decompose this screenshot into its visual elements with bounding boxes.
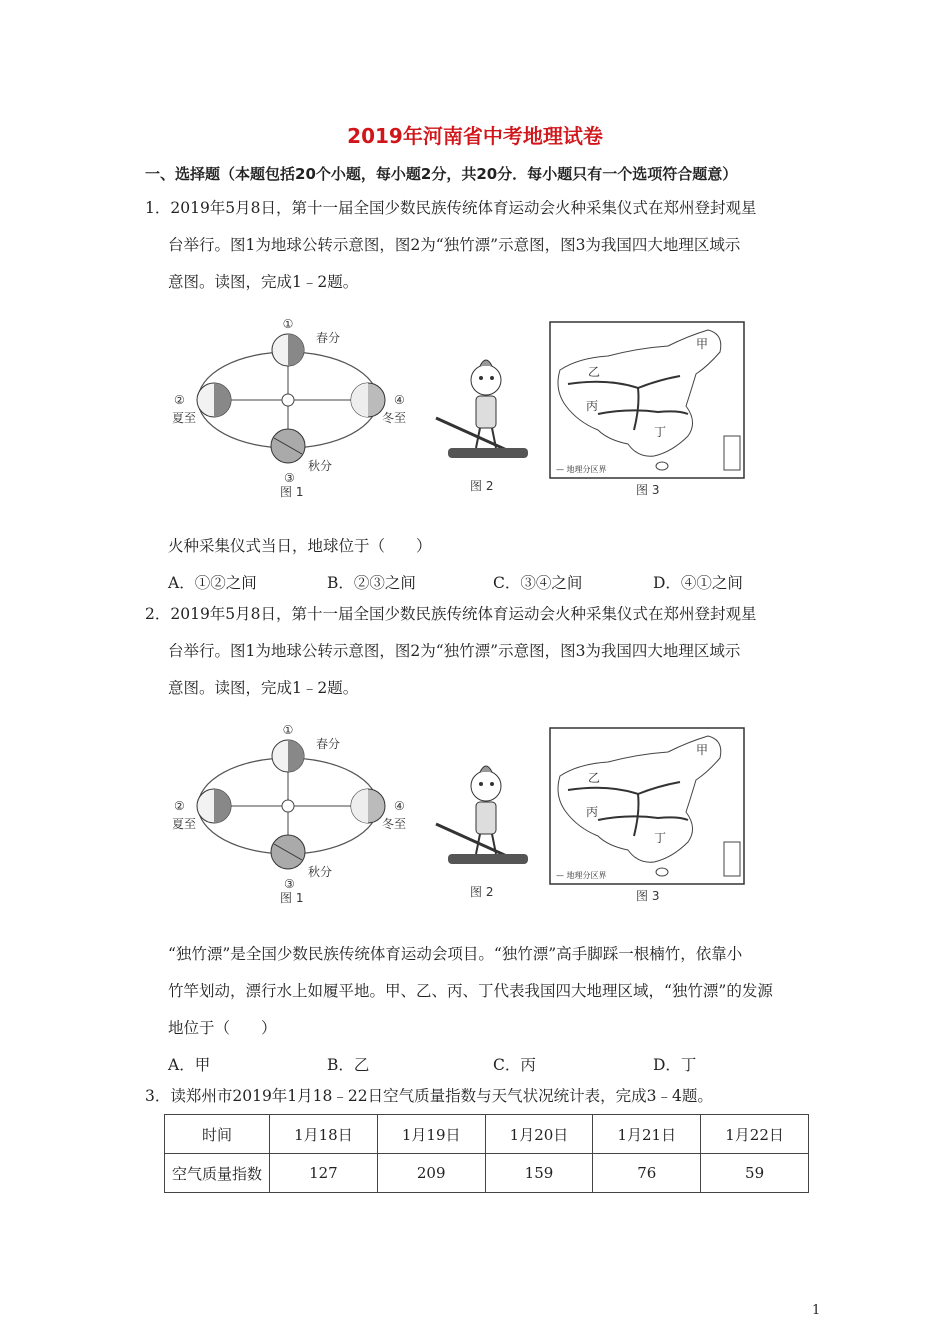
summer-label: 夏至 (172, 817, 197, 831)
winter-label: 冬至 (382, 817, 407, 831)
bamboo-rafting-illustration-repeat (436, 766, 528, 899)
autumn-label: 秋分 (308, 459, 333, 473)
figure-1-2-3 (168, 318, 758, 500)
pos-4-label: ④ (394, 799, 405, 813)
q1-option-b: B．②③之间 (327, 574, 416, 592)
q2-stem-line-2: 竹竿划动，漂行水上如履平地。甲、乙、丙、丁代表我国四大地理区域，“独竹漂”的发源 (168, 982, 773, 1000)
table-cell: 空气质量指数 (165, 1154, 270, 1193)
region-bing-label: 丙 (586, 805, 599, 819)
q2-option-c: C．丙 (493, 1056, 536, 1074)
pos-4-label: ④ (394, 393, 405, 407)
q2-stem-line-3: 地位于（ ） (168, 1019, 277, 1037)
table-header-row (165, 1115, 809, 1154)
pos-1-label: ① (282, 318, 294, 331)
fig2-caption: 图 2 (470, 885, 494, 899)
q2-option-d: D．丁 (653, 1056, 697, 1074)
figure-group-1 (168, 318, 758, 504)
table-header-cell: 1月22日 (701, 1115, 809, 1154)
table-header-cell: 1月19日 (377, 1115, 485, 1154)
q2-line-2: 台举行。图1为地球公转示意图，图2为“独竹漂”示意图，图3为我国四大地理区域示 (168, 642, 741, 660)
region-jia-label: 甲 (696, 743, 709, 757)
region-yi-label: 乙 (588, 365, 601, 379)
figure-1-2-3-repeat (168, 724, 758, 906)
fig1-caption: 图 1 (280, 485, 304, 499)
page-title: 2019年河南省中考地理试卷 (347, 124, 603, 148)
pos-2-label: ② (174, 393, 185, 407)
winter-label: 冬至 (382, 411, 407, 425)
q1-option-c: C．③④之间 (493, 574, 583, 592)
q2-stem-line-1: “独竹漂”是全国少数民族传统体育运动会项目。“独竹漂”高手脚踩一根楠竹，依靠小 (168, 945, 743, 963)
q1-stem: 火种采集仪式当日，地球位于（ ） (168, 537, 432, 555)
fig2-caption: 图 2 (470, 479, 494, 493)
china-regions-map (550, 322, 744, 497)
q3-line: 3．读郑州市2019年1月18﹣22日空气质量指数与天气状况统计表，完成3﹣4题。 (145, 1087, 713, 1105)
fig3-caption: 图 3 (636, 483, 660, 497)
q2-option-b: B．乙 (327, 1056, 370, 1074)
autumn-label: 秋分 (308, 865, 333, 879)
pos-2-label: ② (174, 799, 185, 813)
q1-line-1: 1．2019年5月8日，第十一届全国少数民族传统体育运动会火种采集仪式在郑州登封观星 (145, 199, 757, 217)
q1-line-3: 意图。读图，完成1﹣2题。 (168, 273, 359, 291)
q2-line-1: 2．2019年5月8日，第十一届全国少数民族传统体育运动会火种采集仪式在郑州登封观星 (145, 605, 757, 623)
table-cell: 127 (270, 1154, 378, 1193)
q2-line-3: 意图。读图，完成1﹣2题。 (168, 679, 359, 697)
spring-label: 春分 (316, 737, 341, 751)
q2-option-a: A．甲 (168, 1056, 211, 1074)
spring-label: 春分 (316, 331, 341, 345)
q1-line-2: 台举行。图1为地球公转示意图，图2为“独竹漂”示意图，图3为我国四大地理区域示 (168, 236, 741, 254)
figure-group-2 (168, 724, 758, 910)
q1-option-a: A．①②之间 (168, 574, 257, 592)
region-ding-label: 丁 (654, 425, 667, 439)
bamboo-rafting-illustration (436, 360, 528, 493)
map-legend: — 地理分区界 (556, 871, 607, 880)
table-header-cell: 1月21日 (593, 1115, 701, 1154)
air-quality-table (164, 1114, 809, 1193)
fig1-caption: 图 1 (280, 891, 304, 905)
page-number: 1 (812, 1303, 821, 1318)
map-legend: — 地理分区界 (556, 465, 607, 474)
region-ding-label: 丁 (654, 831, 667, 845)
table-cell: 159 (485, 1154, 593, 1193)
summer-label: 夏至 (172, 411, 197, 425)
fig3-caption: 图 3 (636, 889, 660, 903)
table-header-cell: 1月20日 (485, 1115, 593, 1154)
table-cell: 59 (701, 1154, 809, 1193)
pos-1-label: ① (282, 724, 294, 737)
table-row (165, 1154, 809, 1193)
china-regions-map-repeat (550, 728, 744, 903)
table-header-cell: 时间 (165, 1115, 270, 1154)
region-jia-label: 甲 (696, 337, 709, 351)
q1-option-d: D．④①之间 (653, 574, 743, 592)
table-cell: 76 (593, 1154, 701, 1193)
table-cell: 209 (377, 1154, 485, 1193)
orbit-diagram-repeat (172, 724, 406, 905)
region-bing-label: 丙 (586, 399, 599, 413)
region-yi-label: 乙 (588, 771, 601, 785)
pos-3-label: ③ (284, 471, 295, 485)
orbit-diagram (172, 318, 406, 499)
section-heading: 一、选择题（本题包括20个小题，每小题2分，共20分．每小题只有一个选项符合题意） (145, 165, 738, 183)
pos-3-label: ③ (284, 877, 295, 891)
table-header-cell: 1月18日 (270, 1115, 378, 1154)
